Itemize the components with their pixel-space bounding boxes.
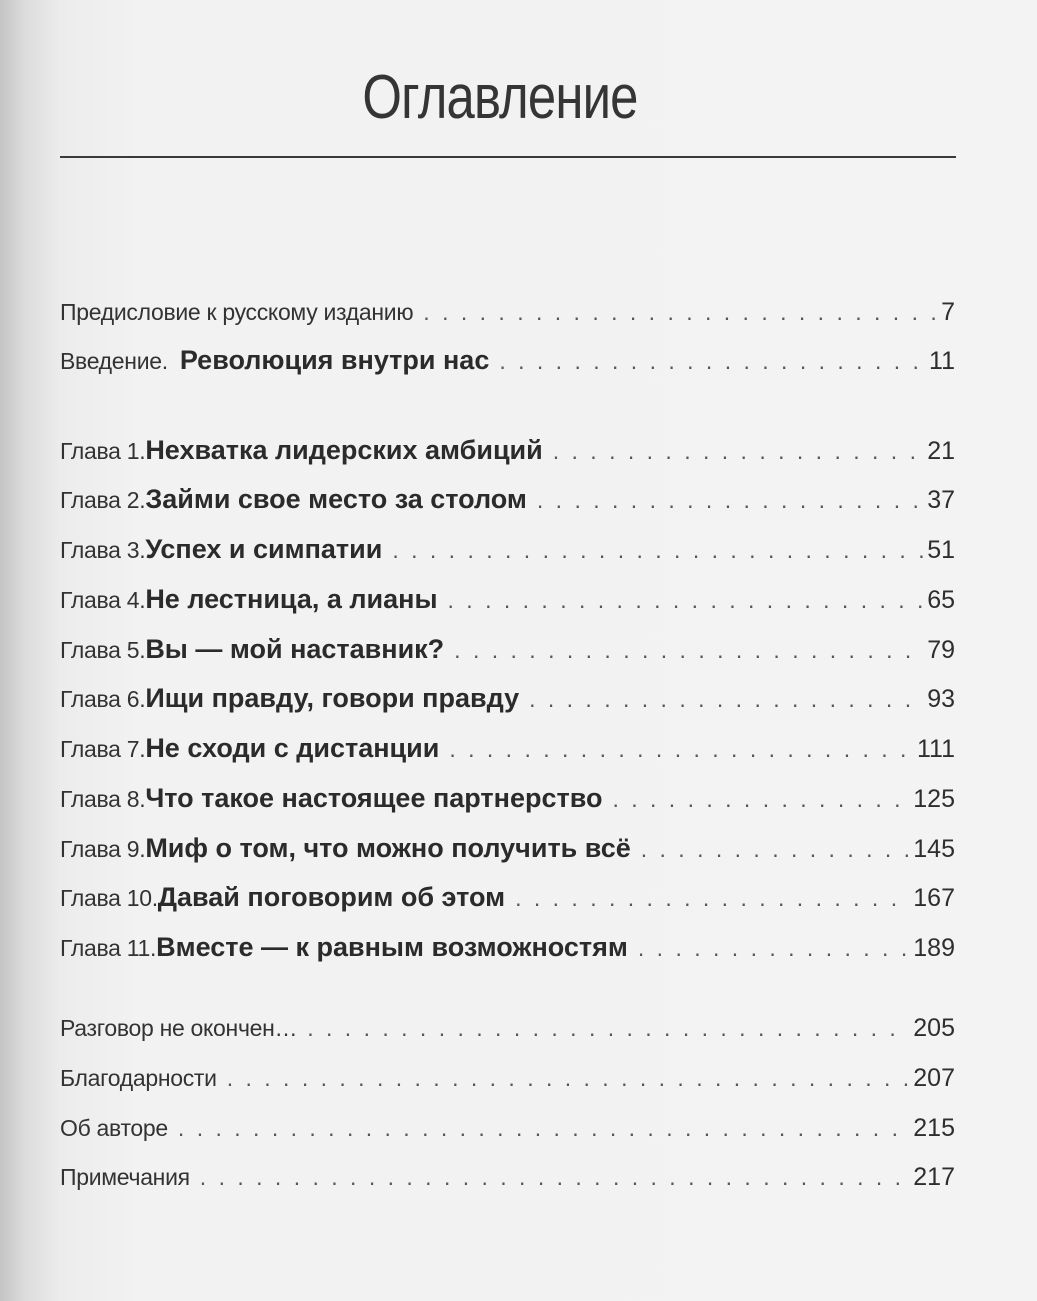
toc-entry-title: Не сходи с дистанции	[145, 733, 440, 763]
toc-page-number: 21	[927, 437, 955, 465]
toc-entry-prefix: Глава 9.	[60, 836, 146, 862]
dot-leader	[200, 1164, 909, 1191]
toc-entry-chapter-4[interactable]	[60, 584, 955, 615]
dot-leader	[641, 836, 910, 863]
dot-leader	[454, 637, 923, 664]
toc-entry-title: Разговор не окончен…	[60, 1015, 298, 1041]
toc-entry-prefix: Глава 1.	[60, 438, 146, 464]
toc-page-number: 51	[927, 536, 955, 564]
toc-entry-title: Нехватка лидерских амбиций	[145, 435, 543, 465]
toc-page-number: 207	[913, 1064, 955, 1092]
toc-entry-chapter-1[interactable]	[60, 435, 955, 466]
toc-entry-title: Займи свое место за столом	[145, 484, 527, 514]
toc-entry-title: Вместе — к равным возможностям	[156, 932, 628, 962]
dot-leader	[178, 1115, 909, 1142]
dot-leader	[423, 299, 937, 326]
dot-leader	[537, 487, 923, 514]
toc-entry-prefix: Глава 3.	[60, 537, 146, 563]
toc-entry-prefix: Введение.	[60, 348, 168, 374]
toc-entry-title: Давай поговорим об этом	[157, 882, 506, 912]
toc-page-number: 7	[941, 298, 955, 326]
toc-entry-chapter-2[interactable]	[60, 484, 955, 515]
dot-leader	[227, 1065, 910, 1092]
dot-leader	[515, 885, 909, 912]
toc-entry-introduction[interactable]	[60, 345, 955, 376]
dot-leader	[307, 1015, 909, 1042]
toc-entry-afterword[interactable]	[60, 1014, 955, 1043]
toc-entry-preface[interactable]	[60, 298, 955, 327]
table-of-contents	[60, 0, 955, 1301]
toc-page-number: 205	[913, 1014, 955, 1042]
toc-page-number: 189	[913, 934, 955, 962]
toc-entry-prefix: Глава 11.	[60, 935, 157, 961]
toc-entry-chapter-3[interactable]	[60, 534, 955, 565]
dot-leader	[499, 348, 925, 375]
toc-page-number: 111	[916, 735, 955, 763]
toc-page-number: 93	[927, 685, 955, 713]
toc-entry-title: Что такое настоящее партнерство	[145, 783, 603, 813]
toc-entry-title: Благодарности	[60, 1065, 217, 1091]
toc-entry-chapter-7[interactable]	[60, 733, 955, 764]
toc-entry-title: Примечания	[60, 1164, 190, 1190]
toc-page-number: 125	[913, 785, 955, 813]
toc-entry-prefix: Глава 4.	[60, 587, 146, 613]
dot-leader	[529, 686, 923, 713]
toc-page-number: 217	[913, 1163, 955, 1191]
toc-page-number: 145	[913, 835, 955, 863]
toc-entry-chapter-11[interactable]	[60, 932, 955, 963]
toc-entry-prefix: Глава 6.	[60, 686, 146, 712]
toc-entry-title: Революция внутри нас	[179, 345, 490, 375]
toc-entry-notes[interactable]	[60, 1163, 955, 1192]
toc-entry-title: Об авторе	[60, 1115, 168, 1141]
toc-entry-prefix: Глава 10.	[60, 885, 158, 911]
toc-entry-title: Миф о том, что можно получить всё	[145, 833, 631, 863]
toc-entry-chapter-6[interactable]	[60, 683, 955, 714]
dot-leader	[638, 935, 909, 962]
toc-entry-chapter-5[interactable]	[60, 634, 955, 665]
toc-entry-title: Ищи правду, говори правду	[145, 683, 520, 713]
toc-entry-title: Не лестница, а лианы	[145, 584, 438, 614]
toc-entry-about-author[interactable]	[60, 1114, 955, 1143]
toc-page-number: 215	[913, 1114, 955, 1142]
toc-entry-chapter-8[interactable]	[60, 783, 955, 814]
toc-entry-chapter-9[interactable]	[60, 833, 955, 864]
toc-entry-title: Предисловие к русскому изданию	[60, 299, 414, 325]
toc-page-number: 37	[927, 486, 955, 514]
toc-entry-prefix: Глава 7.	[60, 736, 146, 762]
toc-entry-prefix: Глава 2.	[60, 487, 146, 513]
toc-entry-title: Успех и симпатии	[145, 534, 383, 564]
dot-leader	[449, 736, 913, 763]
toc-entry-prefix: Глава 5.	[60, 637, 146, 663]
dot-leader	[448, 587, 924, 614]
dot-leader	[612, 786, 909, 813]
toc-entry-acknowledgements[interactable]	[60, 1064, 955, 1093]
toc-page-number: 65	[927, 586, 955, 614]
dot-leader	[392, 537, 923, 564]
toc-entry-chapter-10[interactable]	[60, 882, 955, 913]
toc-entry-prefix: Глава 8.	[60, 786, 146, 812]
dot-leader	[553, 438, 923, 465]
toc-page-number: 11	[929, 347, 955, 375]
toc-entry-title: Вы — мой наставник?	[145, 634, 445, 664]
toc-page-number: 79	[927, 636, 955, 664]
page-title: Оглавление	[362, 63, 638, 132]
toc-page-number: 167	[913, 884, 955, 912]
